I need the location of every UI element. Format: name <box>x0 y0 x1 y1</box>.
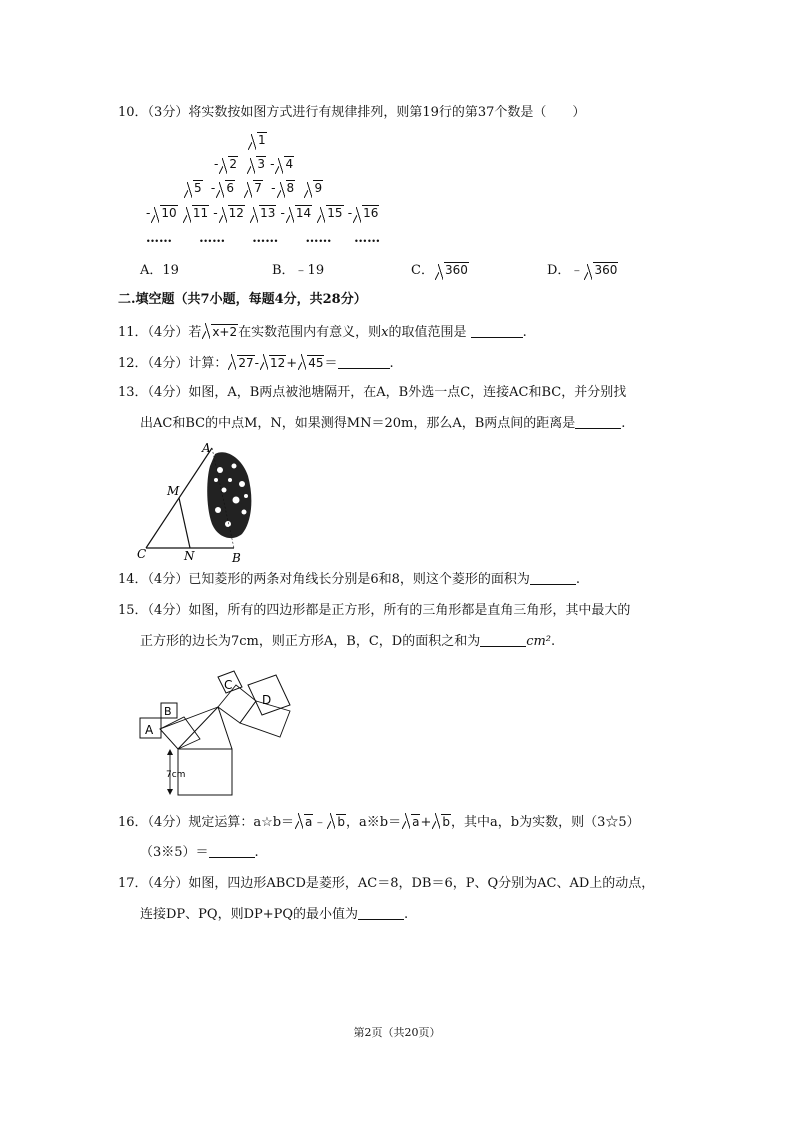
q13-line2: 出AC和BC的中点M，N，如果测得MN＝20m，那么A，B两点间的距离是 . <box>140 416 626 431</box>
q17-line1: 17．（4分）如图，四边形ABCD是菱形，AC＝8，DB＝6，P、Q分别为AC、AD上的动点， <box>118 876 655 891</box>
q13-line1: 13．（4分）如图，A，B两点被池塘隔开，在A，B外选一点C，连接AC和BC，并分别找 <box>118 385 627 400</box>
q14: 14．（4分）已知菱形的两条对角线长分别是6和8，则这个菱形的面积为 . <box>118 572 580 587</box>
q10-stem: 10．（3分）将实数按如图方式进行有规律排列，则第19行的第37个数是（ ） <box>118 105 586 120</box>
q10-option-c: C． 360 <box>411 263 468 278</box>
square-d-label: D <box>262 693 272 707</box>
q11-answer-blank[interactable] <box>471 323 523 338</box>
q10-option-a: A．19 <box>140 263 179 278</box>
section-heading-fill-blank: 二.填空题（共7小题，每题4分，共28分） <box>118 292 367 307</box>
q16-line2: （3※5）＝ . <box>140 845 259 860</box>
q16-answer-blank[interactable] <box>209 843 255 858</box>
array-row-3: 5 - 6 7 - 8 9 <box>183 181 323 196</box>
page-footer: 第2页（共20页） <box>353 1026 441 1039</box>
label-b: B <box>232 551 241 565</box>
q13-pond-figure <box>130 440 270 565</box>
q14-answer-blank[interactable] <box>530 570 576 585</box>
q10-option-d: D．﹣ 360 <box>547 263 618 278</box>
q15-line2: 正方形的边长为7cm，则正方形A，B，C，D的面积之和为 cm². <box>140 634 556 649</box>
label-a: A <box>202 441 211 455</box>
q10-option-b: B．﹣19 <box>272 263 325 278</box>
array-row-2: - 2 3 - 4 <box>214 157 294 172</box>
q15-answer-blank[interactable] <box>480 632 526 647</box>
label-c: C <box>137 547 147 561</box>
array-row-4: - 10 11 - 12 13 - 14 15 - 16 <box>146 206 379 221</box>
label-m: M <box>167 484 180 498</box>
square-c-label: C <box>224 678 233 692</box>
side-length-label: 7cm <box>166 770 186 780</box>
array-row-5: …… …… …… …… …… <box>146 231 381 246</box>
label-n: N <box>184 549 195 563</box>
square-a-label: A <box>145 723 154 737</box>
q17-answer-blank[interactable] <box>358 905 404 920</box>
q12: 12．（4分）计算： 27- 12+ 45＝ . <box>118 353 394 374</box>
q13-answer-blank[interactable] <box>575 414 621 429</box>
q15-squares-figure <box>130 665 300 800</box>
square-b-label: B <box>164 705 172 718</box>
array-row-1: 1 <box>247 133 267 148</box>
q11: 11．（4分）若 x+2在实数范围内有意义，则x的取值范围是 . <box>118 322 527 343</box>
q15-line1: 15．（4分）如图，所有的四边形都是正方形，所有的三角形都是直角三角形，其中最大的 <box>118 603 631 618</box>
q16-line1: 16．（4分）规定运算：a☆b＝ a﹣ b，a※b＝ a+ b，其中a，b为实数，则（3☆5） <box>118 812 640 833</box>
q12-answer-blank[interactable] <box>338 354 390 369</box>
q17-line2: 连接DP、PQ，则DP+PQ的最小值为 . <box>140 907 409 922</box>
